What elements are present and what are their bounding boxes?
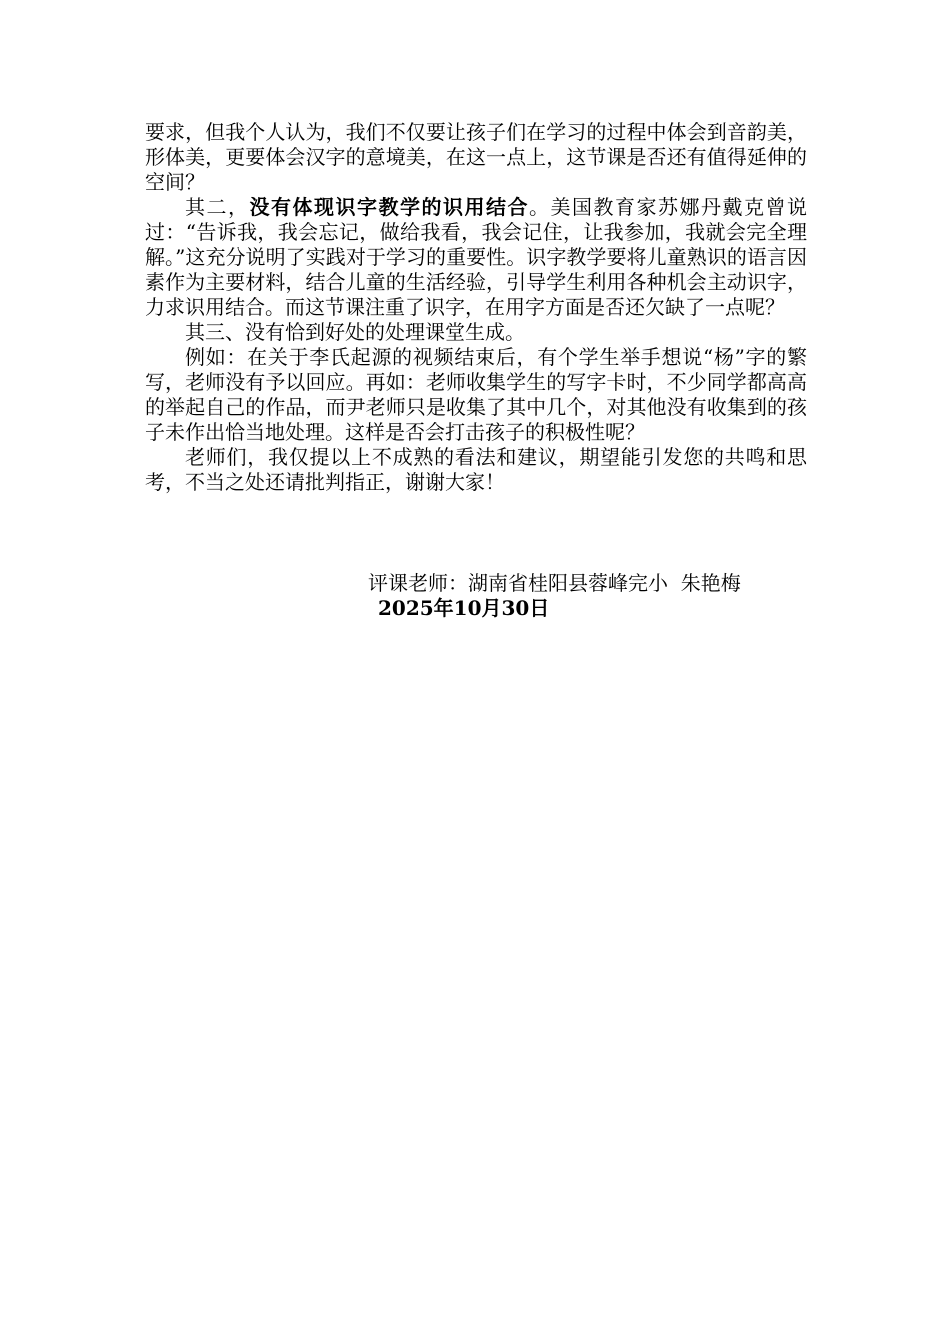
paragraph-closing: 老师们，我仅提以上不成熟的看法和建议，期望能引发您的共鸣和思考，不当之处还请批判指正，谢谢大家！ <box>145 445 807 494</box>
document-body <box>145 120 807 495</box>
paragraph-point-three: 其三、没有恰到好处的处理课堂生成。 <box>185 320 525 344</box>
signature-date: 2025年10月30日 <box>378 596 550 620</box>
paragraph-continuation: 要求，但我个人认为，我们不仅要让孩子们在学习的过程中体会到音韵美，形体美，更要体会汉字的意境美，在这一点上，这节课是否还有值得延伸的空间？ <box>145 120 807 194</box>
reviewer-signature: 评课老师：湖南省桂阳县蓉峰完小 朱艳梅 <box>368 571 741 595</box>
point-two-prefix: 其二， <box>185 195 250 219</box>
paragraph-point-two <box>145 195 807 320</box>
signature-block <box>368 571 741 621</box>
paragraph-example: 例如：在关于李氏起源的视频结束后，有个学生举手想说“杨”字的繁写，老师没有予以回应。再如：老师收集学生的写字卡时，不少同学都高高的举起自己的作品，而尹老师只是收集了其中几个，对其他没有收集到的孩子未作出恰当地处理。这样是否会打击孩子的积极性呢？ <box>145 345 807 444</box>
point-two-heading: 没有体现识字教学的识用结合 <box>249 195 529 219</box>
point-two-body: 。美国教育家苏娜丹戴克曾说过：“告诉我，我会忘记，做给我看，我会记住，让我参加，我就会完全理解。”这充分说明了实践对于学习的重要性。识字教学要将儿童熟识的语言因素作为主要材料，结合儿童的生活经验，引导学生利用各种机会主动识字，力求识用结合。而这节课注重了识字，在用字方面是否还欠缺了一点呢？ <box>145 195 807 319</box>
